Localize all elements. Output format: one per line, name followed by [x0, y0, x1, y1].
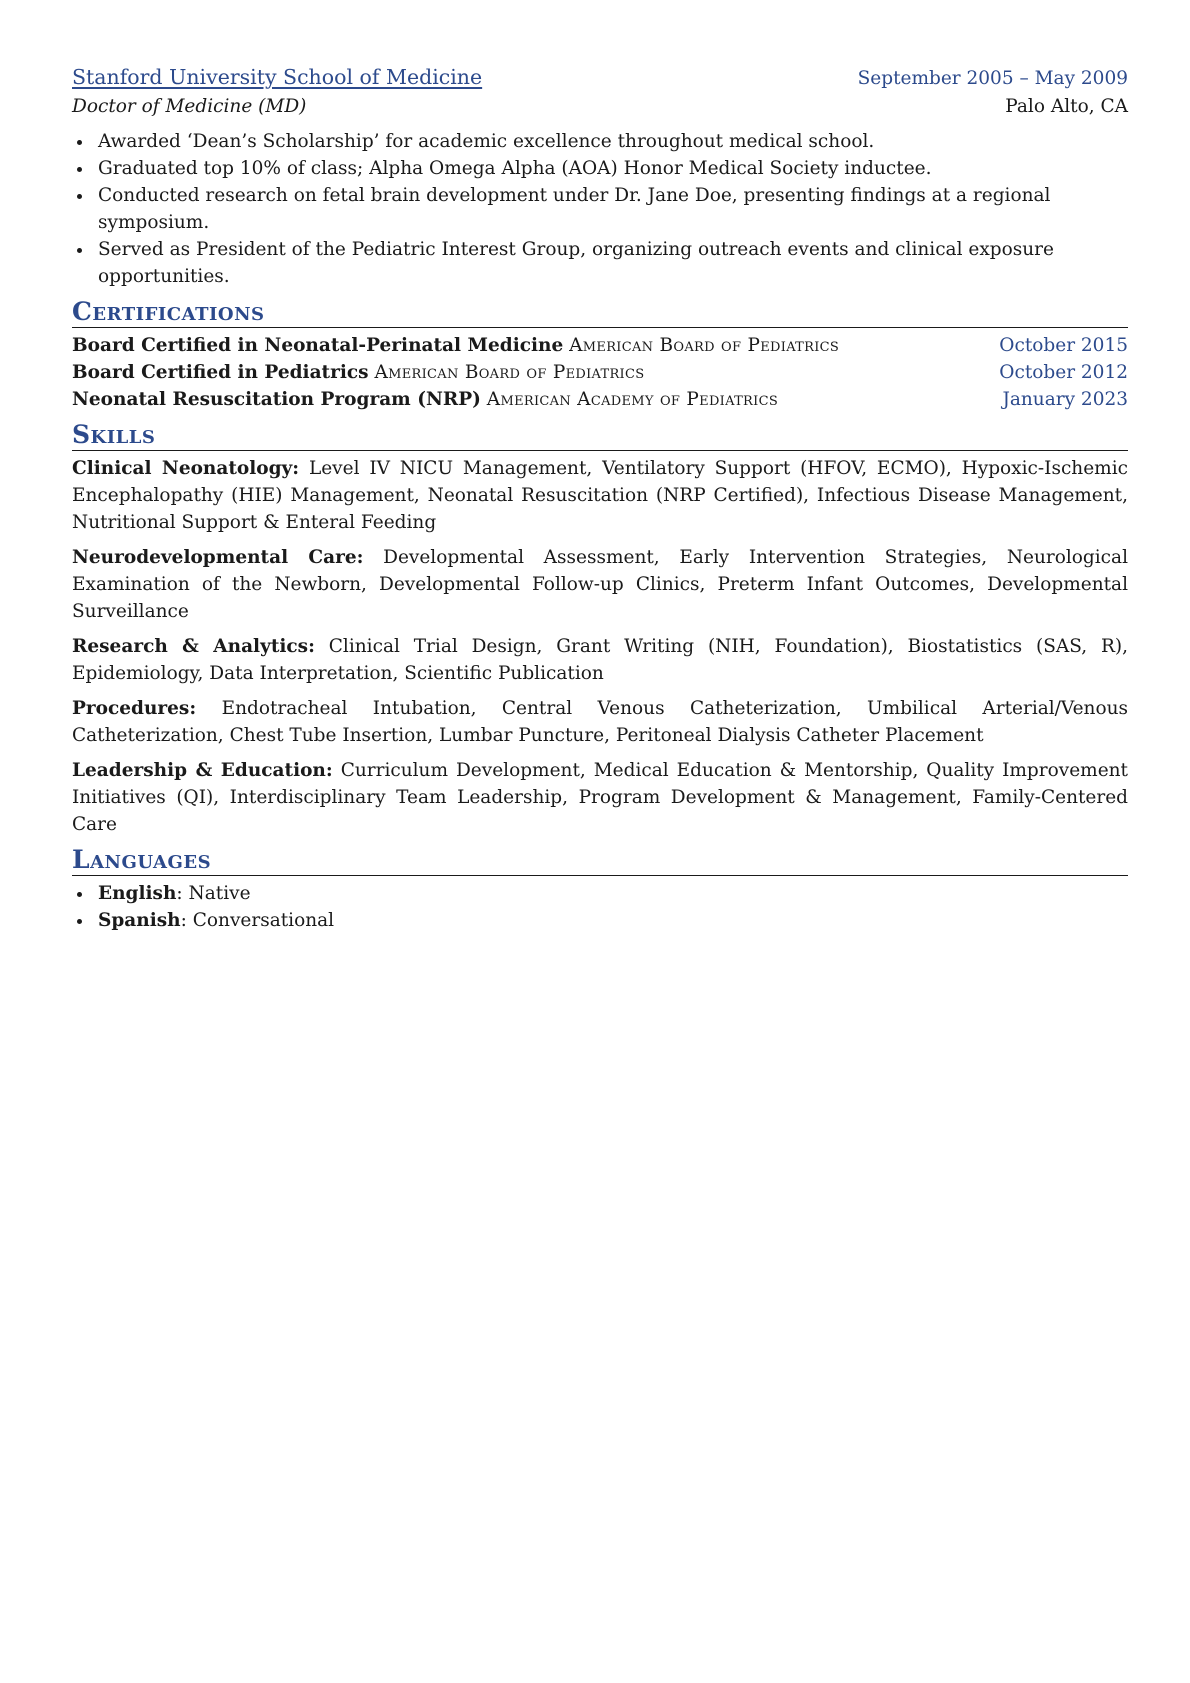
certification-text — [72, 359, 644, 386]
skill-group — [72, 633, 1128, 687]
skill-group — [72, 757, 1128, 838]
education-subheader — [72, 93, 1128, 122]
skill-group-label: Procedures: — [72, 698, 197, 719]
certification-text — [72, 332, 839, 359]
skill-group — [72, 544, 1128, 625]
education-header — [72, 64, 1128, 93]
skill-group-text: Developmental Assessment, Early Intervention Strategies, Neurological Examination of the Newborn, Developmental Follow-up Clinics, Preterm Infant Outcomes, Developmental Surveillance — [72, 547, 1128, 622]
education-bullets — [72, 128, 1128, 290]
resume-page — [72, 64, 1128, 934]
certification-date: January 2023 — [1002, 389, 1128, 410]
skill-group-text: Curriculum Development, Medical Education & Mentorship, Quality Improvement Initiatives (QI), Interdisciplinary Team Leadership, Program Development & Management, Family-Centered Care — [72, 760, 1128, 835]
certification-title: Board Certified in Pediatrics — [72, 362, 369, 383]
language-name: Spanish — [98, 910, 181, 931]
skill-group — [72, 695, 1128, 749]
skill-group-label: Leadership & Education: — [72, 760, 333, 781]
list-item: English: Native — [98, 880, 1128, 907]
languages-list — [72, 880, 1128, 934]
degree: Doctor of Medicine (MD) — [72, 96, 307, 117]
certification-row — [72, 386, 1128, 413]
education-dates: September 2005 – May 2009 — [857, 68, 1128, 89]
skill-group — [72, 455, 1128, 536]
institution-link[interactable]: Stanford University School of Medicine — [72, 65, 483, 89]
list-item: Conducted research on fetal brain development under Dr. Jane Doe, presenting findings at a regional symposium. — [98, 182, 1128, 236]
certification-org: American Academy of Pediatrics — [486, 389, 779, 410]
skill-group-label: Clinical Neonatology: — [72, 458, 300, 479]
language-level: Conversational — [192, 910, 335, 931]
certification-title: Board Certified in Neonatal-Perinatal Medicine — [72, 335, 564, 356]
skill-group-text: Level IV NICU Management, Ventilatory Support (HFOV, ECMO), Hypoxic-Ischemic Encephalopathy (HIE) Management, Neonatal Resuscitation (NRP Certified), Infectious Disease Management, Nutritional Support & Enteral Feeding — [72, 458, 1128, 533]
list-item: Awarded ‘Dean’s Scholarship’ for academic excellence throughout medical school. — [98, 128, 1128, 155]
skills-list — [72, 455, 1128, 838]
certification-org: American Board of Pediatrics — [569, 335, 840, 356]
certification-row — [72, 359, 1128, 386]
language-level: Native — [188, 883, 251, 904]
section-heading-certifications: Certifications — [72, 298, 1128, 328]
education-location: Palo Alto, CA — [1005, 96, 1128, 117]
certification-text — [72, 386, 778, 413]
section-heading-skills: Skills — [72, 421, 1128, 451]
certification-date: October 2012 — [999, 362, 1128, 383]
certification-date: October 2015 — [999, 335, 1128, 356]
certifications-list — [72, 332, 1128, 413]
education-entry — [72, 64, 1128, 290]
language-name: English — [98, 883, 177, 904]
certification-org: American Board of Pediatrics — [374, 362, 645, 383]
skill-group-text: Endotracheal Intubation, Central Venous Catheterization, Umbilical Arterial/Venous Catheterization, Chest Tube Insertion, Lumbar Puncture, Peritoneal Dialysis Catheter Placement — [72, 698, 1128, 746]
list-item: Spanish: Conversational — [98, 907, 1128, 934]
list-item: Graduated top 10% of class; Alpha Omega Alpha (AOA) Honor Medical Society inductee. — [98, 155, 1128, 182]
skill-group-label: Research & Analytics: — [72, 636, 315, 657]
certification-row — [72, 332, 1128, 359]
skill-group-label: Neurodevelopmental Care: — [72, 547, 364, 568]
certification-title: Neonatal Resuscitation Program (NRP) — [72, 389, 481, 410]
skill-group-text: Clinical Trial Design, Grant Writing (NIH, Foundation), Biostatistics (SAS, R), Epidemiology, Data Interpretation, Scientific Publication — [72, 636, 1129, 684]
list-item: Served as President of the Pediatric Interest Group, organizing outreach events and clinical exposure opportunities. — [98, 236, 1128, 290]
section-heading-languages: Languages — [72, 846, 1128, 876]
